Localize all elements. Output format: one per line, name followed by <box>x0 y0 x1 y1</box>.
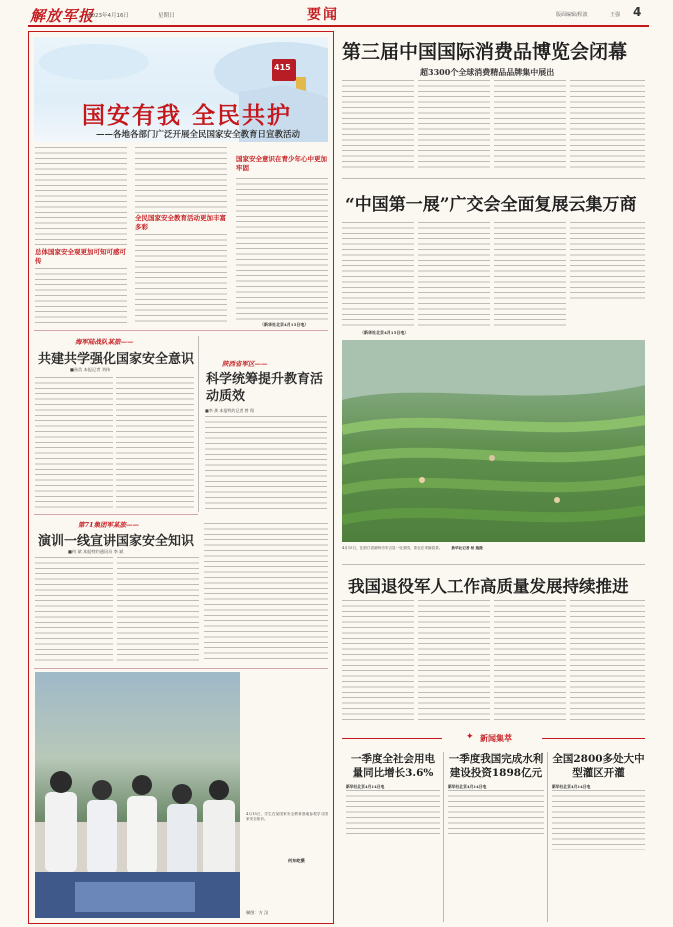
lead-col-1b <box>35 268 127 326</box>
students-photo <box>35 672 240 918</box>
tea-caption-text: 4月15日，在浙江省湖州市安吉县一处茶园，茶农在采摘春茶。 <box>342 546 443 550</box>
brief3-body <box>552 790 645 850</box>
news-band-rule-left <box>342 738 442 739</box>
story-r1-col-2 <box>418 80 490 170</box>
news-band-rule-right <box>542 738 645 739</box>
lead-dateline: （新华社北京4月15日电） <box>260 322 309 327</box>
brief3-title: 全国2800多处大中型灌区开灌 <box>552 753 645 779</box>
story-r2-col-4 <box>570 222 645 302</box>
hero-subtitle: ——各地各部门广泛开展全民国家安全教育日宣教活动 <box>96 130 301 140</box>
lead-subhead-3: 全民国家安全教育活动更加丰富多彩 <box>135 214 226 231</box>
story-r1-title: 第三届中国国际消费品博览会闭幕 <box>342 41 628 63</box>
story4-kicker: 第71集团军某旅—— <box>78 521 140 529</box>
brief1-body <box>346 790 440 838</box>
lead-subhead-1: 总体国家安全观更加可知可感可传 <box>35 248 126 265</box>
tea-photo-credit: 新华社记者 杨 瑞摄 <box>451 546 483 550</box>
vertical-divider-left <box>198 336 199 512</box>
lead-col-2 <box>135 147 227 213</box>
divider-r1 <box>342 178 645 179</box>
news-band-star-icon: ✦ <box>466 732 474 742</box>
masthead-rule <box>28 25 649 27</box>
story4-byline: ■何 斌 本报特约通讯员 李 斌 <box>68 549 124 554</box>
story-r3-col-3 <box>494 600 566 724</box>
story-r1-col-1 <box>342 80 414 170</box>
section-title: 要闻 <box>307 7 339 23</box>
story-r2-col-3 <box>494 222 566 326</box>
story-r2-title: “中国第一展”广交会全面复展云集万商 <box>345 195 637 215</box>
hero-badge: 415 <box>274 63 291 72</box>
story3-title: 科学统筹提升教育活动质效 <box>206 372 324 404</box>
masthead-logo: 解放军报 <box>30 7 95 25</box>
story2-byline: ■孙浩 本报记者 刘伟 <box>70 367 111 372</box>
brief2-body <box>448 790 544 838</box>
news-band-label: 新闻集萃 <box>480 733 512 743</box>
story2-kicker: 海军陆战队某旅—— <box>75 338 134 346</box>
masthead <box>0 0 673 26</box>
lead-col-3 <box>236 178 328 322</box>
story3-col <box>205 416 327 510</box>
tea-field-rows <box>342 340 645 542</box>
story4-col-1 <box>35 557 113 665</box>
story-r2-dateline: （新华社北京4月15日电） <box>360 330 409 335</box>
masthead-date: 2023年4月16日 <box>88 13 129 19</box>
story-r1-subtitle: 超3300个全球消费精品品牌集中展出 <box>420 67 555 77</box>
brief1-title: 一季度全社会用电量同比增长3.6% <box>351 753 435 779</box>
story-r1-col-3 <box>494 80 566 170</box>
divider-1 <box>34 330 328 331</box>
tea-field-photo <box>342 340 645 542</box>
tea-photo-caption <box>342 546 645 558</box>
brief2-title: 一季度我国完成水利建设投资1898亿元 <box>448 753 544 779</box>
brief1-dateline: 新华社北京4月14日电 <box>346 784 385 789</box>
story-r3-title: 我国退役军人工作高质量发展持续推进 <box>348 577 629 596</box>
brief-divider-2 <box>547 752 548 922</box>
hero-title: 国安有我 全民共护 <box>82 102 293 129</box>
students-figures <box>35 672 240 918</box>
divider-r2 <box>342 564 645 565</box>
brief-divider-1 <box>443 752 444 922</box>
story4-col-3 <box>204 523 328 663</box>
story3-kicker: 陕西省军区—— <box>222 360 268 368</box>
lead-col-2b <box>135 234 227 326</box>
design-credit: 制图：方 汉 <box>246 910 269 915</box>
story-r3-col-1 <box>342 600 414 724</box>
story3-byline: ■李 龚 本报特约记者 曾 翔 <box>205 408 254 413</box>
masthead-proof: 王强 <box>610 12 621 18</box>
story-r2-col-1 <box>342 222 414 326</box>
story4-col-2 <box>117 557 199 665</box>
brief2-dateline: 新华社北京4月14日电 <box>448 784 487 789</box>
page-number: 4 <box>633 5 642 19</box>
hero-banner <box>34 37 328 142</box>
story2-title: 共建共学强化国家安全意识 <box>38 352 195 367</box>
caption-text: 4月15日，学生在某国家安全教育基地参观学习国家安全知识。 <box>246 812 328 822</box>
divider-2 <box>34 514 198 515</box>
divider-3 <box>34 668 328 669</box>
students-photo-credit: 何东屹摄 <box>288 858 305 863</box>
story4-title: 演训一线宣讲国家安全知识 <box>38 534 195 549</box>
story-r3-col-2 <box>418 600 490 724</box>
story-r2-col-2 <box>418 222 490 326</box>
story-r1-col-4 <box>570 80 645 170</box>
news-band <box>342 731 645 745</box>
lead-col-1 <box>35 147 127 247</box>
masthead-weekday: 星期日 <box>158 13 175 19</box>
story-r3-col-4 <box>570 600 645 724</box>
lead-subhead-2: 国家安全意识在青少年心中更加牢固 <box>236 155 327 172</box>
story2-col-1 <box>35 377 113 510</box>
story2-col-2 <box>116 377 194 510</box>
students-photo-caption <box>246 812 328 852</box>
masthead-editor: 版面编辑/程波 <box>556 12 588 18</box>
brief3-dateline: 新华社北京4月14日电 <box>552 784 591 789</box>
